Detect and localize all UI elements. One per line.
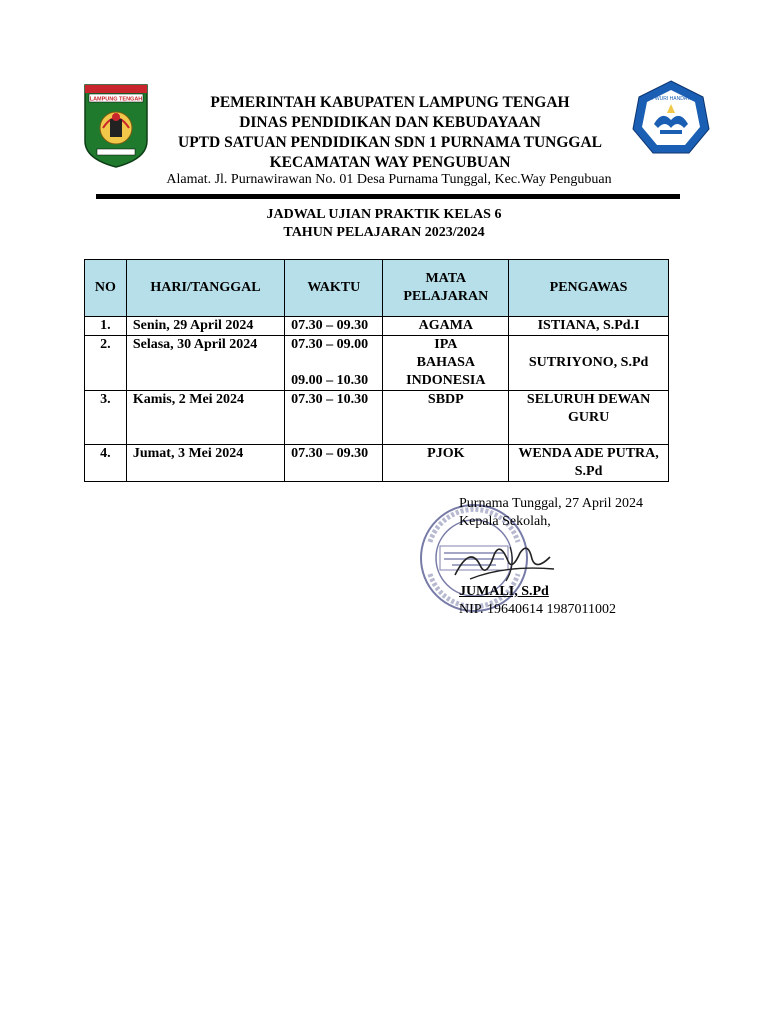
letterhead-line-3: UPTD SATUAN PENDIDIKAN SDN 1 PURNAMA TUNGGAL — [178, 134, 602, 151]
cell-no: 2. — [85, 336, 127, 391]
cell-no: 1. — [85, 317, 127, 336]
cell-waktu-line: 09.00 – 10.30 — [291, 373, 369, 388]
cell-mapel — [383, 336, 509, 391]
cell-pengawas: ISTIANA, S.Pd.I — [509, 317, 669, 336]
cell-mapel-line: IPA — [434, 337, 458, 352]
cell-no: 3. — [85, 391, 127, 445]
cell-pengawas: SELURUH DEWAN GURU — [509, 391, 669, 445]
signature-block — [459, 495, 643, 619]
title-line-2: TAHUN PELAJARAN 2023/2024 — [283, 225, 485, 240]
svg-text:TUT WURI HANDAYANI: TUT WURI HANDAYANI — [643, 96, 699, 102]
cell-waktu-line: 07.30 – 09.00 — [291, 337, 369, 352]
table-row — [85, 317, 669, 336]
svg-text:LAMPUNG TENGAH: LAMPUNG TENGAH — [89, 96, 143, 103]
cell-mapel: PJOK — [383, 445, 509, 482]
cell-waktu: 07.30 – 09.30 — [285, 317, 383, 336]
signature-place-date: Purnama Tunggal, 27 April 2024 — [459, 496, 643, 511]
letterhead-line-4: KECAMATAN WAY PENGUBUAN — [269, 154, 511, 171]
title-line-1: JADWAL UJIAN PRAKTIK KELAS 6 — [266, 207, 502, 222]
letterhead — [130, 93, 650, 173]
cell-pengawas: WENDA ADE PUTRA, S.Pd — [509, 445, 669, 482]
document-title — [0, 206, 768, 242]
table-row — [85, 336, 669, 391]
header-no: NO — [85, 260, 127, 317]
signature-name: JUMALI, S.Pd — [459, 584, 549, 599]
cell-mapel-line: BAHASA INDONESIA — [406, 355, 486, 388]
table-row — [85, 445, 669, 482]
cell-mapel: AGAMA — [383, 317, 509, 336]
cell-hari: Selasa, 30 April 2024 — [126, 336, 284, 391]
table-row — [85, 391, 669, 445]
table-header-row — [85, 260, 669, 317]
header-waktu: WAKTU — [285, 260, 383, 317]
header-hari-tanggal: HARI/TANGGAL — [126, 260, 284, 317]
cell-waktu: 07.30 – 10.30 — [285, 391, 383, 445]
header-mata-pelajaran: MATA PELAJARAN — [383, 260, 509, 317]
cell-waktu: 07.30 – 09.30 — [285, 445, 383, 482]
letterhead-address-wrap — [100, 170, 678, 190]
cell-no: 4. — [85, 445, 127, 482]
letterhead-divider — [96, 194, 680, 199]
letterhead-address: Alamat. Jl. Purnawirawan No. 01 Desa Purnama Tunggal, Kec.Way Pengubuan — [166, 172, 612, 187]
cell-waktu — [285, 336, 383, 391]
letterhead-line-1: PEMERINTAH KABUPATEN LAMPUNG TENGAH — [210, 94, 570, 111]
signature-nip: NIP. 19640614 1987011002 — [459, 602, 616, 617]
cell-mapel: SBDP — [383, 391, 509, 445]
cell-hari: Senin, 29 April 2024 — [126, 317, 284, 336]
cell-hari: Kamis, 2 Mei 2024 — [126, 391, 284, 445]
schedule-table — [84, 259, 669, 482]
cell-hari: Jumat, 3 Mei 2024 — [126, 445, 284, 482]
letterhead-line-2: DINAS PENDIDIKAN DAN KEBUDAYAAN — [239, 114, 541, 131]
header-pengawas: PENGAWAS — [509, 260, 669, 317]
signature-position: Kepala Sekolah, — [459, 514, 551, 529]
cell-pengawas: SUTRIYONO, S.Pd — [509, 336, 669, 391]
